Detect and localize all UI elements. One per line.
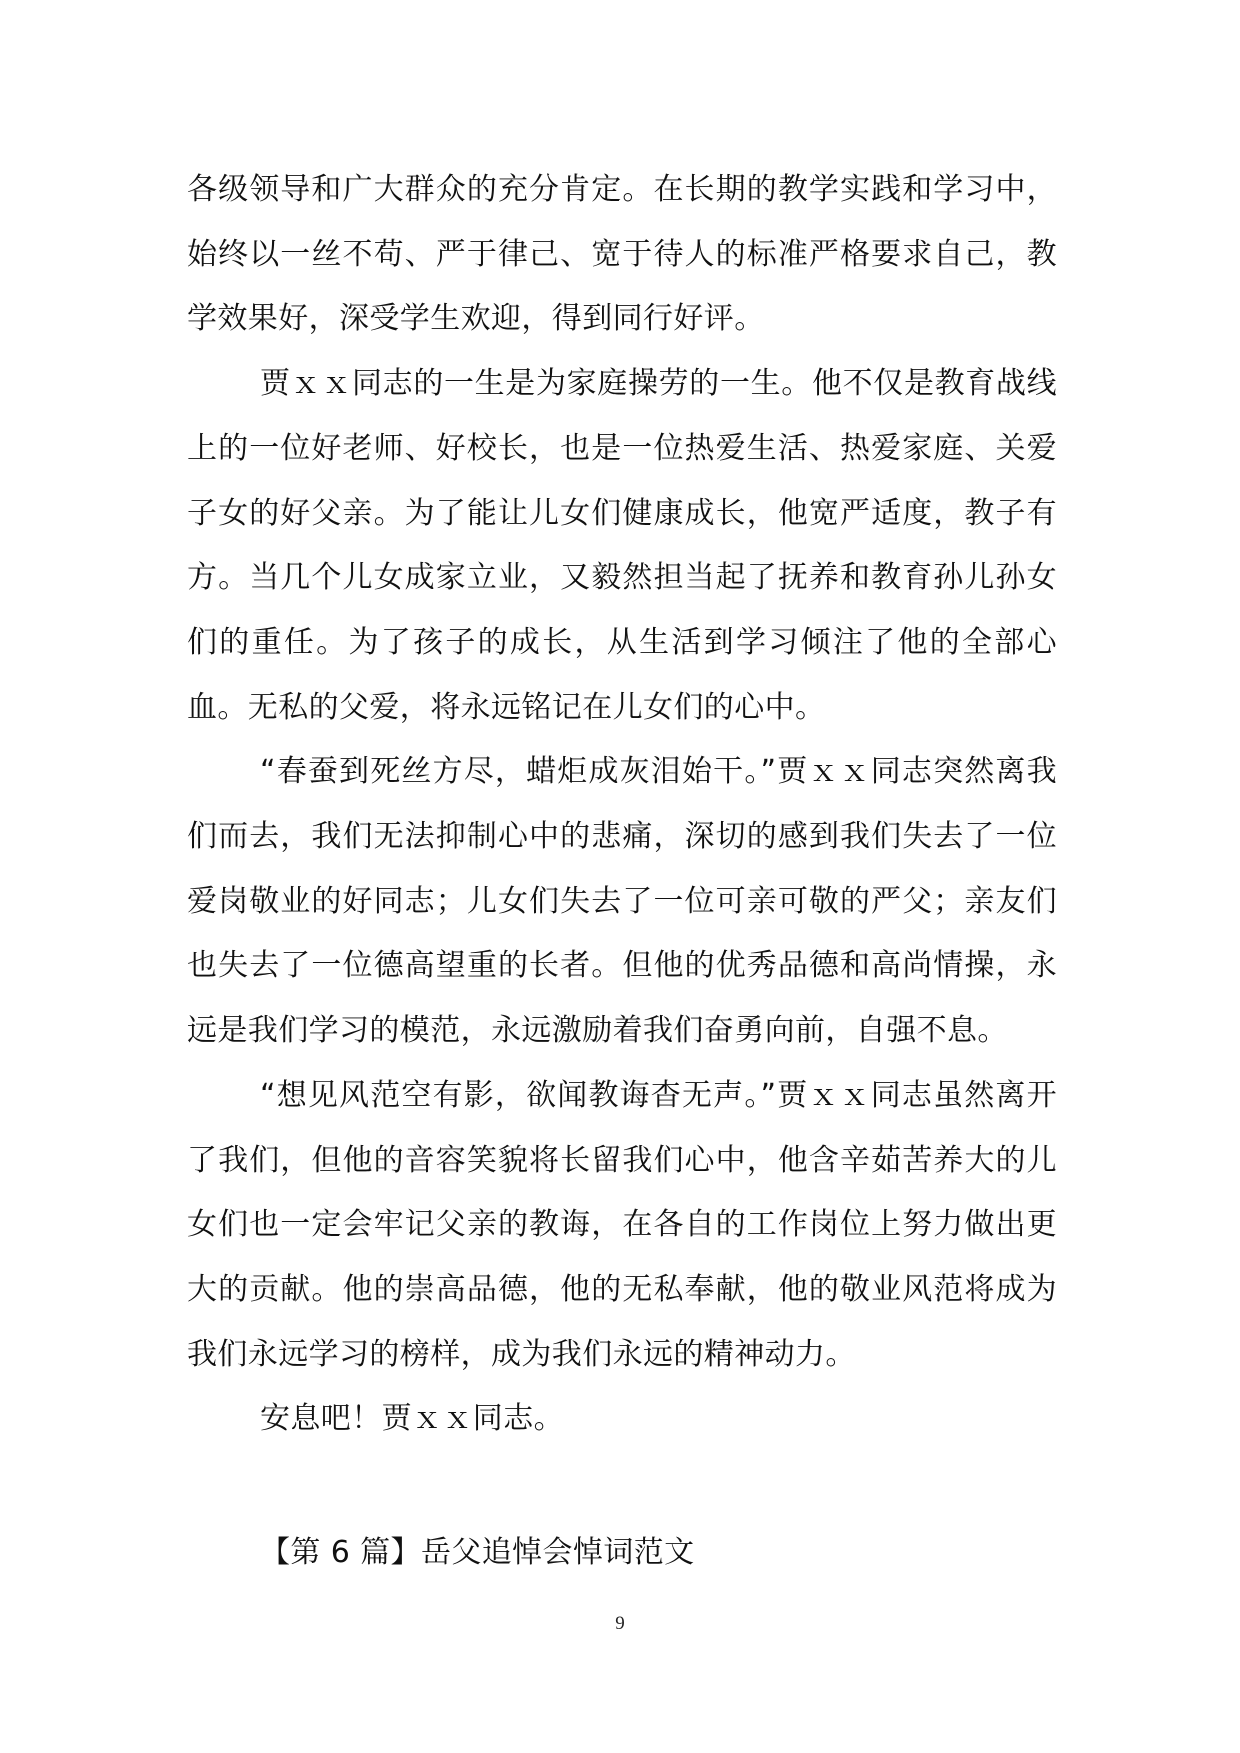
paragraph-silkworm-quote: “春蚕到死丝方尽，蜡炬成灰泪始干。”贾ｘｘ同志突然离我们而去，我们无法抑制心中的悲痛，深切的感到我们失去了一位爱岗敬业的好同志；儿女们失去了一位可亲可敬的严父；亲友们也失去了一位德高望重的长者。但他的优秀品德和高尚情操，永远是我们学习的模范，永远激励着我们奋勇向前，自强不息。 bbox=[187, 754, 1057, 1049]
paragraph-farewell: 安息吧！贾ｘｘ同志。 bbox=[260, 1401, 564, 1437]
paragraph-memory-quote: “想见风范空有影，欲闻教诲杳无声。”贾ｘｘ同志虽然离开了我们，但他的音容笑貌将长留我们心中，他含辛茹苦养大的儿女们也一定会牢记父亲的教诲，在各自的工作岗位上努力做出更大的贡献。他的崇高品德，他的无私奉献，他的敬业风范将成为我们永远学习的榜样，成为我们永远的精神动力。 bbox=[187, 1077, 1057, 1372]
section-heading: 【第 6 篇】岳父追悼会悼词范文 bbox=[260, 1535, 695, 1570]
paragraph-continuation: 各级领导和广大群众的充分肯定。在长期的教学实践和学习中，始终以一丝不苟、严于律己、宽于待人的标准严格要求自己，教学效果好，深受学生欢迎，得到同行好评。 bbox=[187, 172, 1057, 337]
paragraph-family: 贾ｘｘ同志的一生是为家庭操劳的一生。他不仅是教育战线上的一位好老师、好校长，也是一位热爱生活、热爱家庭、关爱子女的好父亲。为了能让儿女们健康成长，他宽严适度，教子有方。当几个儿女成家立业，又毅然担当起了抚养和教育孙儿孙女们的重任。为了孩子的成长，从生活到学习倾注了他的全部心血。无私的父爱，将永远铭记在儿女们的心中。 bbox=[187, 366, 1057, 725]
page-number: 9 bbox=[615, 1613, 625, 1634]
body-text bbox=[187, 158, 1057, 1452]
